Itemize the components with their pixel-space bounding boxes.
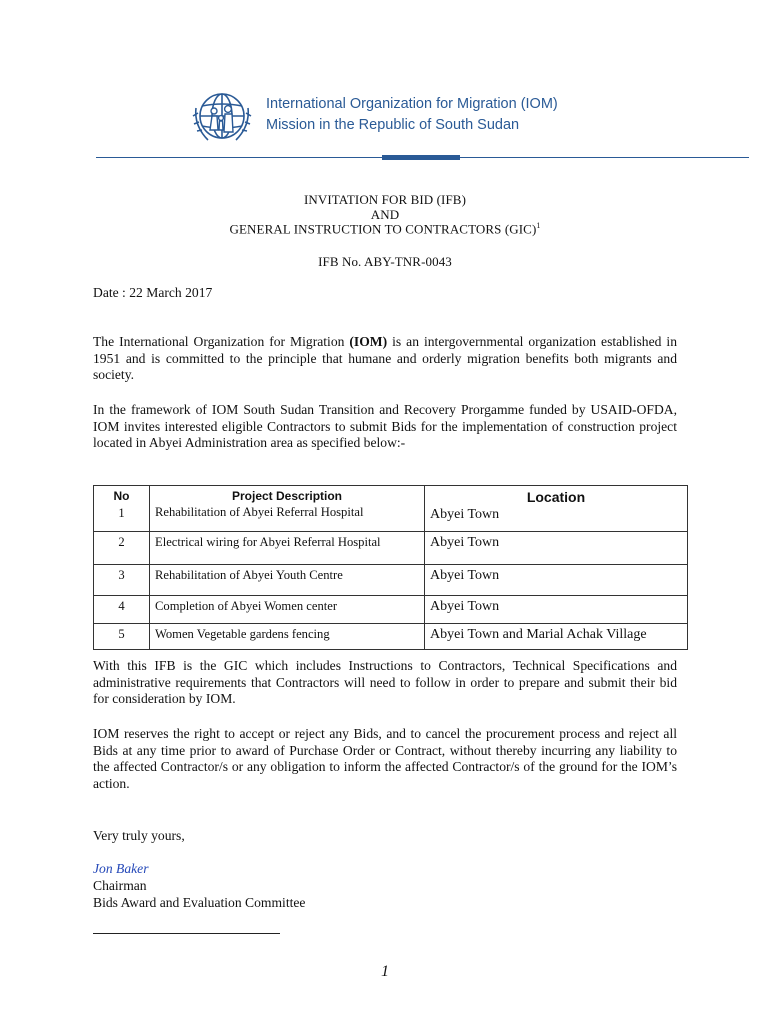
- cell-location: Abyei Town: [425, 596, 688, 624]
- table-row: [94, 596, 688, 624]
- reservation-paragraph: IOM reserves the right to accept or reject any Bids, and to cancel the procurement process and reject all Bids at any time prior to award of Purchase Order or Contract, without thereby incurring any liability to the affected Contractor/s or any obligation to inform the affected Contractor/s of the ground for the IOM’s action.: [93, 726, 677, 791]
- title-ifb: INVITATION FOR BID (IFB): [303, 192, 467, 207]
- table-row: [94, 565, 688, 596]
- col-header-no: No: [94, 486, 150, 506]
- ifb-number: IFB No. ABY-TNR-0043: [318, 254, 452, 269]
- cell-no: 3: [94, 565, 150, 596]
- closing-salutation: Very truly yours,: [93, 828, 185, 843]
- intro-text-2: is an intergovernmental organization established in 1951 and is committed to the principle that humane and orderly migration benefits both migrants and society.: [93, 334, 677, 382]
- cell-no: 2: [94, 532, 150, 565]
- iom-logo: [190, 86, 254, 150]
- cell-location: Abyei Town: [425, 505, 688, 532]
- framework-paragraph: In the framework of IOM South Sudan Transition and Recovery Prorgamme funded by USAID-OFDA, IOM invites interested eligible Contractors to submit Bids for the implementation of construction project located in Abyei Administration area as specified below:-: [93, 402, 677, 450]
- document-date: Date : 22 March 2017: [93, 285, 213, 300]
- cell-description: Women Vegetable gardens fencing: [150, 624, 425, 650]
- cell-no: 4: [94, 596, 150, 624]
- table-header-row: [94, 486, 688, 506]
- cell-no: 1: [94, 505, 150, 532]
- cell-description: Completion of Abyei Women center: [150, 596, 425, 624]
- footnote-divider: [93, 933, 280, 934]
- signatory-title: Chairman: [93, 878, 147, 893]
- table-row: [94, 505, 688, 532]
- col-header-description: Project Description: [150, 486, 425, 506]
- cell-description: Rehabilitation of Abyei Youth Centre: [150, 565, 425, 596]
- signatory-committee: Bids Award and Evaluation Committee: [93, 895, 306, 910]
- cell-location: Abyei Town: [425, 532, 688, 565]
- intro-bold: (IOM): [349, 334, 388, 349]
- header-divider-accent: [382, 155, 460, 160]
- cell-description: Electrical wiring for Abyei Referral Hospital: [150, 532, 425, 565]
- title-and: AND: [370, 207, 400, 222]
- gic-paragraph: With this IFB is the GIC which includes Instructions to Contractors, Technical Specifications and administrative requirements that Contractors will need to follow in order to prepare and submit their bid for consideration by IOM.: [93, 658, 677, 706]
- projects-table: [93, 485, 688, 650]
- org-name: International Organization for Migration (IOM): [266, 96, 558, 112]
- cell-no: 5: [94, 624, 150, 650]
- intro-text-1: The International Organization for Migration: [93, 334, 350, 349]
- cell-description: Rehabilitation of Abyei Referral Hospital: [150, 505, 425, 532]
- cell-location: Abyei Town and Marial Achak Village: [425, 624, 688, 650]
- table-row: [94, 624, 688, 650]
- title-gic: [0, 221, 770, 237]
- col-header-location: Location: [425, 486, 688, 506]
- page-number: 1: [381, 963, 389, 980]
- intro-paragraph: [93, 334, 677, 384]
- signatory-name: Jon Baker: [93, 861, 149, 876]
- mission-name: Mission in the Republic of South Sudan: [266, 117, 520, 133]
- table-row: [94, 532, 688, 565]
- title-gic-text: GENERAL INSTRUCTION TO CONTRACTORS (GIC): [229, 221, 537, 237]
- cell-location: Abyei Town: [425, 565, 688, 596]
- footnote-marker: 1: [536, 221, 541, 230]
